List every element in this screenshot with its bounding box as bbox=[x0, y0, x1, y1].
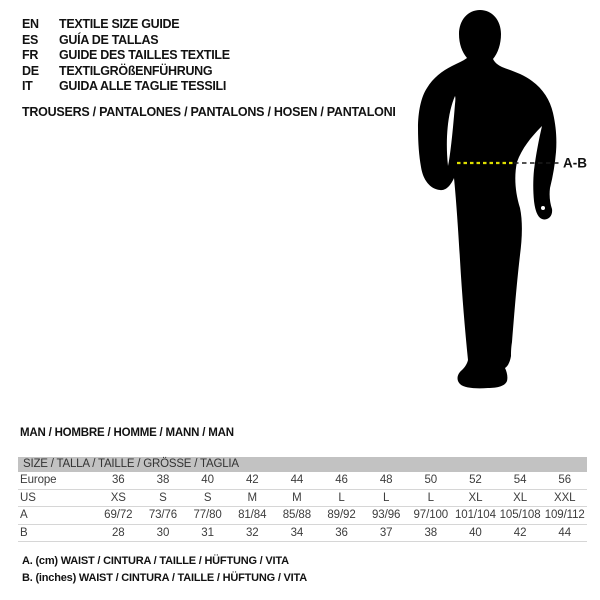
size-cell: 36 bbox=[112, 474, 125, 487]
thumb-highlight bbox=[541, 206, 545, 210]
size-cell: 42 bbox=[513, 526, 527, 539]
man-silhouette-body bbox=[418, 10, 556, 388]
size-cell: 101/104 bbox=[455, 509, 496, 522]
language-row bbox=[22, 16, 230, 32]
size-cell: L bbox=[427, 491, 434, 504]
size-cell: S bbox=[203, 491, 212, 504]
size-cell: L bbox=[338, 491, 345, 504]
size-cell: 30 bbox=[156, 526, 170, 539]
man-figure bbox=[410, 0, 600, 395]
size-table-rows bbox=[18, 472, 587, 542]
size-cell: XL bbox=[513, 491, 528, 504]
language-code: DE bbox=[22, 63, 39, 78]
language-row bbox=[22, 63, 230, 79]
size-cell: S bbox=[159, 491, 167, 504]
size-cell: 40 bbox=[201, 474, 214, 487]
size-cell: 32 bbox=[245, 526, 259, 539]
footnote: A. (cm) WAIST / CINTURA / TAILLE / HÜFTUNG / VITA bbox=[22, 555, 289, 567]
size-table-row bbox=[18, 490, 587, 508]
language-row bbox=[22, 78, 230, 94]
category-title: TROUSERS / PANTALONES / PANTALONS / HOSEN / PANTALONI bbox=[22, 105, 396, 119]
language-list bbox=[22, 16, 230, 94]
size-cell: 46 bbox=[335, 474, 348, 487]
size-cell: 73/76 bbox=[148, 509, 178, 522]
size-cell: 52 bbox=[469, 474, 482, 487]
size-cell: L bbox=[383, 491, 390, 504]
language-row bbox=[22, 32, 230, 48]
language-label: GUIDA ALLE TAGLIE TESSILI bbox=[59, 79, 227, 93]
size-cell: 37 bbox=[379, 526, 393, 539]
size-cell: 34 bbox=[290, 526, 304, 539]
size-cell: 54 bbox=[513, 474, 527, 487]
size-cell: XL bbox=[468, 491, 483, 504]
size-cell: XS bbox=[110, 491, 126, 504]
row-label: B bbox=[20, 526, 28, 539]
size-table-row bbox=[18, 472, 587, 490]
language-label: GUIDE DES TAILLES TEXTILE bbox=[59, 48, 230, 62]
size-cell: 93/96 bbox=[372, 509, 401, 522]
size-cell: 48 bbox=[379, 474, 393, 487]
size-cell: 69/72 bbox=[104, 509, 133, 522]
language-code: EN bbox=[22, 17, 39, 31]
footnotes bbox=[22, 553, 307, 586]
size-cell: 44 bbox=[290, 474, 304, 487]
size-cell: 97/100 bbox=[413, 509, 449, 522]
size-cell: 89/92 bbox=[327, 509, 356, 522]
size-cell: 77/80 bbox=[193, 509, 222, 522]
man-silhouette bbox=[410, 0, 600, 395]
size-cell: 38 bbox=[424, 526, 438, 539]
size-cell: 56 bbox=[558, 474, 572, 487]
size-table-header: SIZE / TALLA / TAILLE / GRÖSSE / TAGLIA bbox=[18, 457, 587, 472]
size-table-row bbox=[18, 525, 587, 543]
size-cell: 44 bbox=[558, 526, 572, 539]
language-label: GUÍA DE TALLAS bbox=[59, 32, 159, 47]
size-cell: 81/84 bbox=[238, 509, 267, 522]
size-cell: 28 bbox=[112, 526, 125, 539]
language-label: TEXTILGRÖßENFÜHRUNG bbox=[59, 63, 213, 78]
measure-label: A-B bbox=[563, 155, 587, 171]
language-code: IT bbox=[22, 79, 33, 93]
language-code: FR bbox=[22, 48, 39, 62]
size-table-row bbox=[18, 507, 587, 525]
footnote: B. (inches) WAIST / CINTURA / TAILLE / HÜFTUNG / VITA bbox=[22, 571, 307, 584]
row-label: A bbox=[20, 509, 28, 522]
row-label: Europe bbox=[20, 474, 57, 487]
language-row bbox=[22, 47, 230, 63]
size-cell: 42 bbox=[245, 474, 259, 487]
size-cell: 109/112 bbox=[544, 509, 585, 522]
size-cell: M bbox=[292, 491, 302, 504]
size-cell: XXL bbox=[554, 491, 576, 504]
size-cell: 40 bbox=[469, 526, 482, 539]
size-cell: 50 bbox=[424, 474, 438, 487]
size-cell: 31 bbox=[201, 526, 214, 539]
size-table bbox=[18, 457, 587, 542]
size-cell: M bbox=[247, 491, 257, 504]
size-cell: 36 bbox=[335, 526, 348, 539]
size-cell: 85/88 bbox=[282, 509, 312, 522]
gender-title: MAN / HOMBRE / HOMME / MANN / MAN bbox=[20, 427, 234, 439]
row-label: US bbox=[20, 491, 36, 504]
language-label: TEXTILE SIZE GUIDE bbox=[59, 17, 180, 31]
size-cell: 38 bbox=[156, 474, 170, 487]
language-code: ES bbox=[22, 32, 39, 47]
size-cell: 105/108 bbox=[499, 509, 541, 522]
